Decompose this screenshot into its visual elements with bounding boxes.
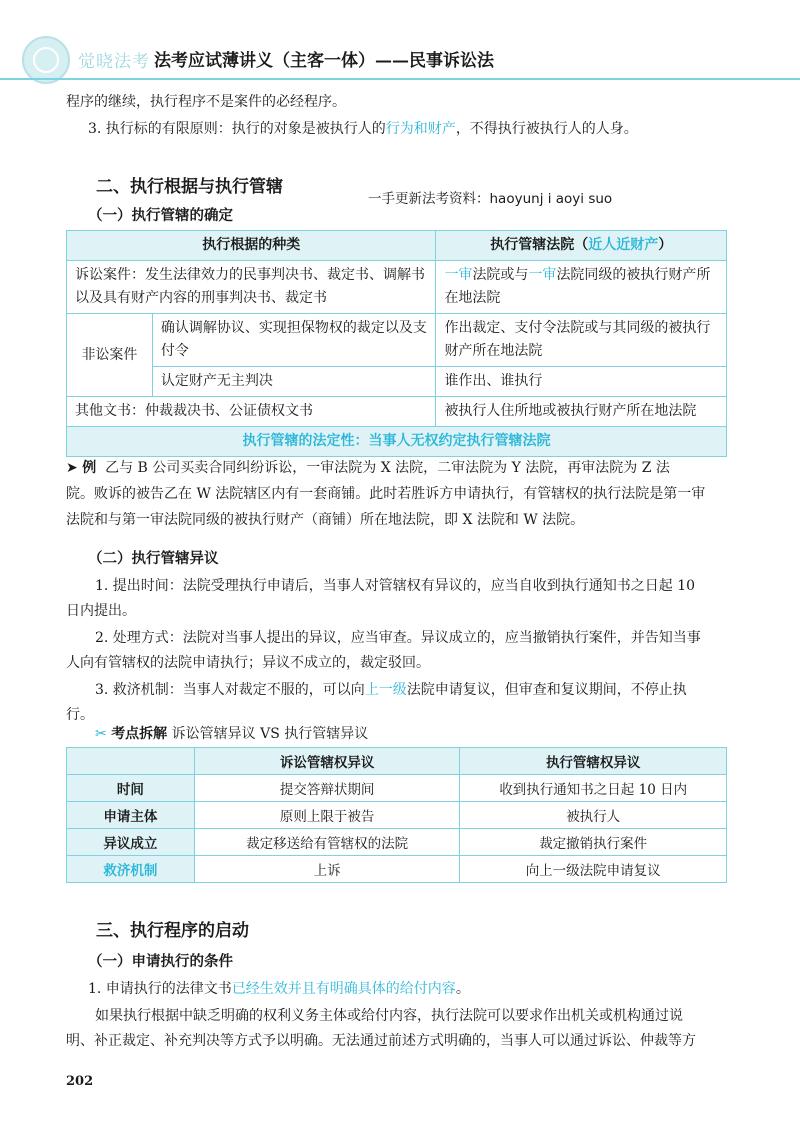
section-3-title: 三、执行程序的启动: [96, 921, 249, 941]
table-row: [67, 367, 727, 397]
table-row: [67, 802, 727, 829]
table-cell: 上诉: [194, 856, 460, 883]
row-header: 救济机制: [67, 856, 195, 883]
table-row: [67, 261, 727, 314]
table-row: [67, 314, 727, 367]
table-row: [67, 829, 727, 856]
watermark-text: 一手更新法考资料：haoyunj i aoyi suo: [368, 191, 613, 207]
keypoint-label: 考点拆解: [111, 726, 168, 742]
table-cell: 被执行人: [460, 802, 727, 829]
keypoint-text: 诉讼管辖异议 VS 执行管辖异议: [171, 726, 369, 742]
table-cell: 提交答辩状期间: [194, 775, 460, 802]
table-cell: 收到执行通知书之日起 10 日内: [460, 775, 727, 802]
table-cell: 谁作出、谁执行: [436, 367, 727, 397]
brand-logo: [22, 36, 70, 84]
jurisdiction-table: [66, 230, 727, 457]
paragraph-line: 人向有管辖权的法院申请执行；异议不成立的，裁定驳回。: [66, 655, 430, 671]
paragraph-line: 如果执行根据中缺乏明确的权利义务主体或给付内容，执行法院可以要求作出机关或机构通过说: [95, 1008, 683, 1024]
example-line-3: 法院和与第一审法院同级的被执行财产（商铺）所在地法院，即 X 法院和 W 法院。: [66, 512, 585, 528]
page-number: 202: [66, 1074, 94, 1089]
subsection-2-title: （二）执行管辖异议: [88, 551, 219, 567]
nonlitigation-label: 非讼案件: [67, 314, 153, 397]
table-row: [67, 775, 727, 802]
header-title: 法考应试薄讲义（主客一体）——民事诉讼法: [154, 51, 494, 71]
paragraph-line: 行。: [66, 707, 94, 723]
objection-compare-table: [66, 747, 727, 883]
subsection-3-title: （一）申请执行的条件: [88, 954, 233, 970]
table-cell: 一审法院或与一审法院同级的被执行财产所在地法院: [436, 261, 727, 314]
subsection-1-title: （一）执行管辖的确定: [88, 208, 233, 224]
table-cell: 其他文书：仲裁裁决书、公证债权文书: [67, 397, 436, 427]
table-cell: 向上一级法院申请复议: [460, 856, 727, 883]
paragraph-line: 1. 申请执行的法律文书已经生效并且有明确具体的给付内容。: [88, 981, 470, 997]
table-header-basis: 执行根据的种类: [67, 231, 436, 261]
table-header-court: 执行管辖法院（近人近财产）: [436, 231, 727, 261]
header-divider: [0, 78, 800, 80]
table-row: [67, 856, 727, 883]
table-cell: 裁定撤销执行案件: [460, 829, 727, 856]
row-header: 时间: [67, 775, 195, 802]
table-corner: [67, 748, 195, 775]
highlight-text: 行为和财产: [385, 121, 456, 137]
table-footer-note: 执行管辖的法定性：当事人无权约定执行管辖法院: [67, 427, 727, 457]
section-2-title: 二、执行根据与执行管辖: [96, 177, 283, 197]
wrench-icon: ✂: [95, 726, 107, 742]
table-cell: 确认调解协议、实现担保物权的裁定以及支付令: [152, 314, 436, 367]
row-header: 申请主体: [67, 802, 195, 829]
paragraph-line: 1. 提出时间：法院受理执行申请后，当事人对管辖权有异议的，应当自收到执行通知书之日起 10: [95, 578, 696, 594]
paragraph-line: 2. 处理方式：法院对当事人提出的异议，应当审查。异议成立的，应当撤销执行案件，并告知当事: [95, 630, 701, 646]
intro-line-1: 程序的继续，执行程序不是案件的必经程序。: [66, 94, 346, 110]
table-cell: 裁定移送给有管辖权的法院: [194, 829, 460, 856]
table-row: [67, 397, 727, 427]
table-header-litigation: 诉讼管辖权异议: [194, 748, 460, 775]
intro-line-2: 3. 执行标的有限原则：执行的对象是被执行人的行为和财产，不得执行被执行人的人身。: [88, 121, 638, 137]
table-cell: 作出裁定、支付令法院或与其同级的被执行财产所在地法院: [436, 314, 727, 367]
table-cell: 认定财产无主判决: [152, 367, 436, 397]
paragraph-line: 日内提出。: [66, 603, 136, 619]
example-line-2: 院。败诉的被告乙在 W 法院辖区内有一套商铺。此时若胜诉方申请执行，有管辖权的执行法院是第一审: [66, 486, 706, 502]
example-line-1: ➤ 例 乙与 B 公司买卖合同纠纷诉讼，一审法院为 X 法院，二审法院为 Y 法院，再审法院为 Z 法: [66, 460, 670, 476]
table-cell: 原则上限于被告: [194, 802, 460, 829]
arrow-icon: ➤: [66, 460, 78, 476]
brand-name: 觉晓法考: [78, 52, 150, 72]
paragraph-line: 3. 救济机制：当事人对裁定不服的，可以向上一级法院申请复议，但审查和复议期间，不停止执: [95, 682, 687, 698]
paragraph-line: 明、补正裁定、补充判决等方式予以明确。无法通过前述方式明确的，当事人可以通过诉讼、仲裁等方: [66, 1033, 696, 1049]
table-header-execution: 执行管辖权异议: [460, 748, 727, 775]
row-header: 异议成立: [67, 829, 195, 856]
keypoint-line: [95, 724, 368, 744]
table-cell: 被执行人住所地或被执行财产所在地法院: [436, 397, 727, 427]
table-cell: 诉讼案件：发生法律效力的民事判决书、裁定书、调解书以及具有财产内容的刑事判决书、裁定书: [67, 261, 436, 314]
